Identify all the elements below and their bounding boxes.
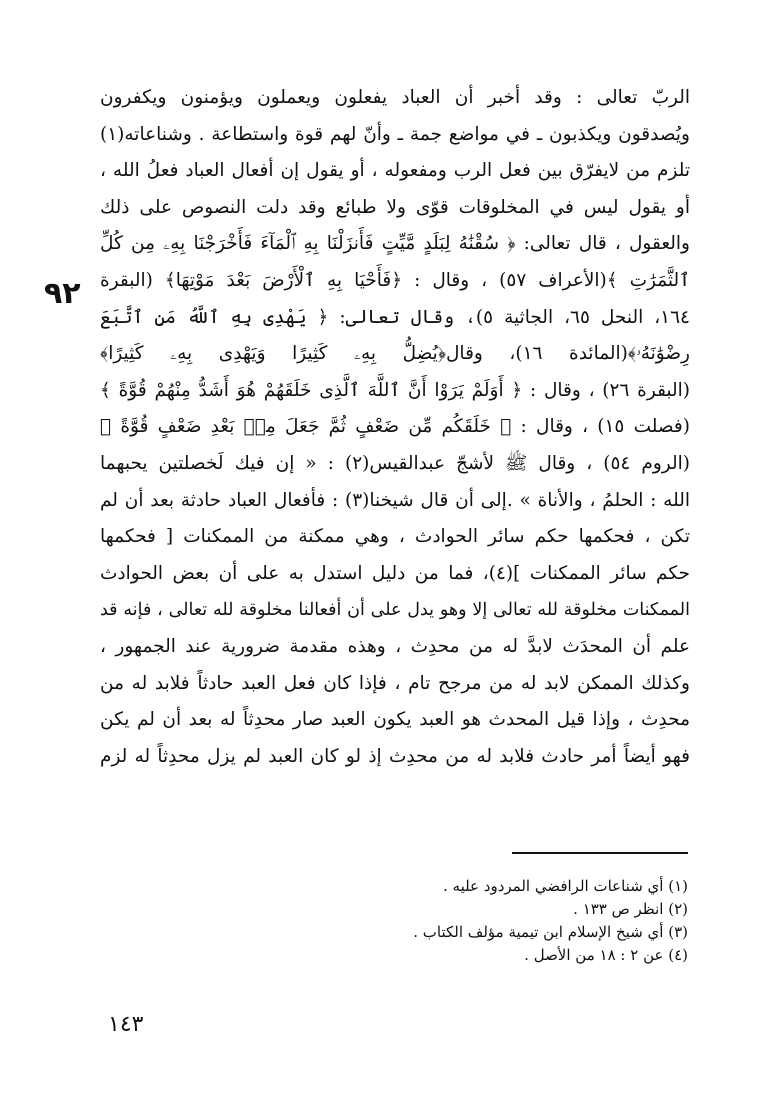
text-line: أو يقول ليس في المخلوقات قوّى ولا طبائع وقد دلت النصوص على ذلك — [100, 196, 690, 218]
page-number: ١٤٣ — [108, 1012, 144, 1037]
text-line: (الروم ٥٤) ، وقال ﷺ لأشجّ عبدالقيس(٢) : « إن فيك لَخصلتين يحبهما — [100, 452, 690, 474]
text-line: تكن ، فحكمها حكم سائر الحوادث ، وهي ممكنة من الممكنات [ فحكمها — [100, 526, 690, 548]
text-line: فهو أيضاً أمر حادث فلابد له من محدِث إذ لو كان العبد لم يزل محدِثاً له لزم — [100, 745, 690, 767]
text-line: وكذلك الممكن لابد له من مرجح تام ، فإذا كان فعل العبد حادثاً فلابد له من — [100, 672, 690, 694]
text-line: علم أن المحدَث لابدَّ له من محدِث ، وهذه مقدمة ضرورية عند الجمهور ، — [100, 635, 690, 657]
footnote: (٣) أي شيخ الإسلام ابن تيمية مؤلف الكتاب . — [413, 923, 688, 941]
text-line: رِضْوَٰنَهُۥ﴾(المائدة ١٦)، وقال﴿يُضِلُّ بِهِۦ كَثِيرًا وَيَهْدِى بِهِۦ كَثِيرًا﴾ — [100, 343, 690, 365]
text-line: الربّ تعالى : وقد أخبر أن العباد يفعلون ويعملون ويؤمنون ويكفرون — [100, 87, 690, 108]
text-line: الله : الحلمُ ، والأناة » .إلى أن قال شيخنا(٣) : فأفعال العباد حادثة بعد أن لم — [100, 489, 690, 511]
margin-reference-number: ٩٢ — [44, 276, 81, 311]
footnote-separator — [512, 852, 688, 854]
main-text — [100, 80, 690, 775]
text-line: ٱلثَّمَرَٰتِ ﴾(الأعراف ٥٧) ، وقال : ﴿فَأَحْيَا بِهِ ٱلْأَرْضَ بَعْدَ مَوْتِهَا﴾ (البقرة — [100, 269, 690, 291]
text-line: ويُصدقون ويكذبون ـ في مواضع جمة ـ وأنّ لهم قوة واستطاعة . وشناعاته(١) — [100, 123, 690, 145]
text-line: حكم سائر الممكنات ](٤)، فما من دليل استدل به على أن بعض الحوادث — [100, 562, 690, 584]
footnote: (٤) عن ٢ : ١٨ من الأصل . — [524, 946, 688, 964]
text-line: ١٦٤، النحل ٦٥، الجاثية ٥)، وقال تعالى: ﴿ يَهْدِى بِهِ ٱللَّهُ مَنِ ٱتَّبَعَ — [100, 306, 690, 328]
text-line: تلزم من لايفرّق بين فعل الرب ومفعوله ، أو يقول إن أفعال العباد فعلُ الله ، — [100, 160, 690, 182]
text-line: (البقرة ٢٦) ، وقال : ﴿ أَوَلَمْ يَرَوْا أَنَّ ٱللَّهَ ٱلَّذِى خَلَقَهُمْ هُوَ أَشَدُّ مِنْهُمْ قُوَّةً ﴾ — [100, 379, 690, 401]
text-line: والعقول ، قال تعالى: ﴿ سُقْنَٰهُ لِبَلَدٍ مَّيِّتٍ فَأَنزَلْنَا بِهِ ٱلْمَآءَ فَأَخْرَجْنَا بِهِۦ مِن كُلِّ — [100, 233, 690, 255]
text-line: محدِث ، وإذا قيل المحدث هو العبد يكون العبد صار محدِثاً له بعد أن لم يكن — [100, 709, 690, 731]
footnote: (٢) انظر ص ١٣٣ . — [573, 900, 688, 918]
footnote: (١) أي شناعات الرافضي المردود عليه . — [442, 877, 688, 895]
text-line: الممكنات مخلوقة لله تعالى إلا وهو يدل على أن أفعالنا مخلوقة لله تعالى ، فإنه قد — [100, 600, 690, 621]
footnotes — [200, 875, 688, 967]
text-line: (فصلت ١٥) ، وقال : ﴿ خَلَقَكُم مِّن ضَعْفٍ ثُمَّ جَعَلَ مِنۢ بَعْدِ ضَعْفٍ قُوَّةً ﴾ — [100, 416, 690, 438]
